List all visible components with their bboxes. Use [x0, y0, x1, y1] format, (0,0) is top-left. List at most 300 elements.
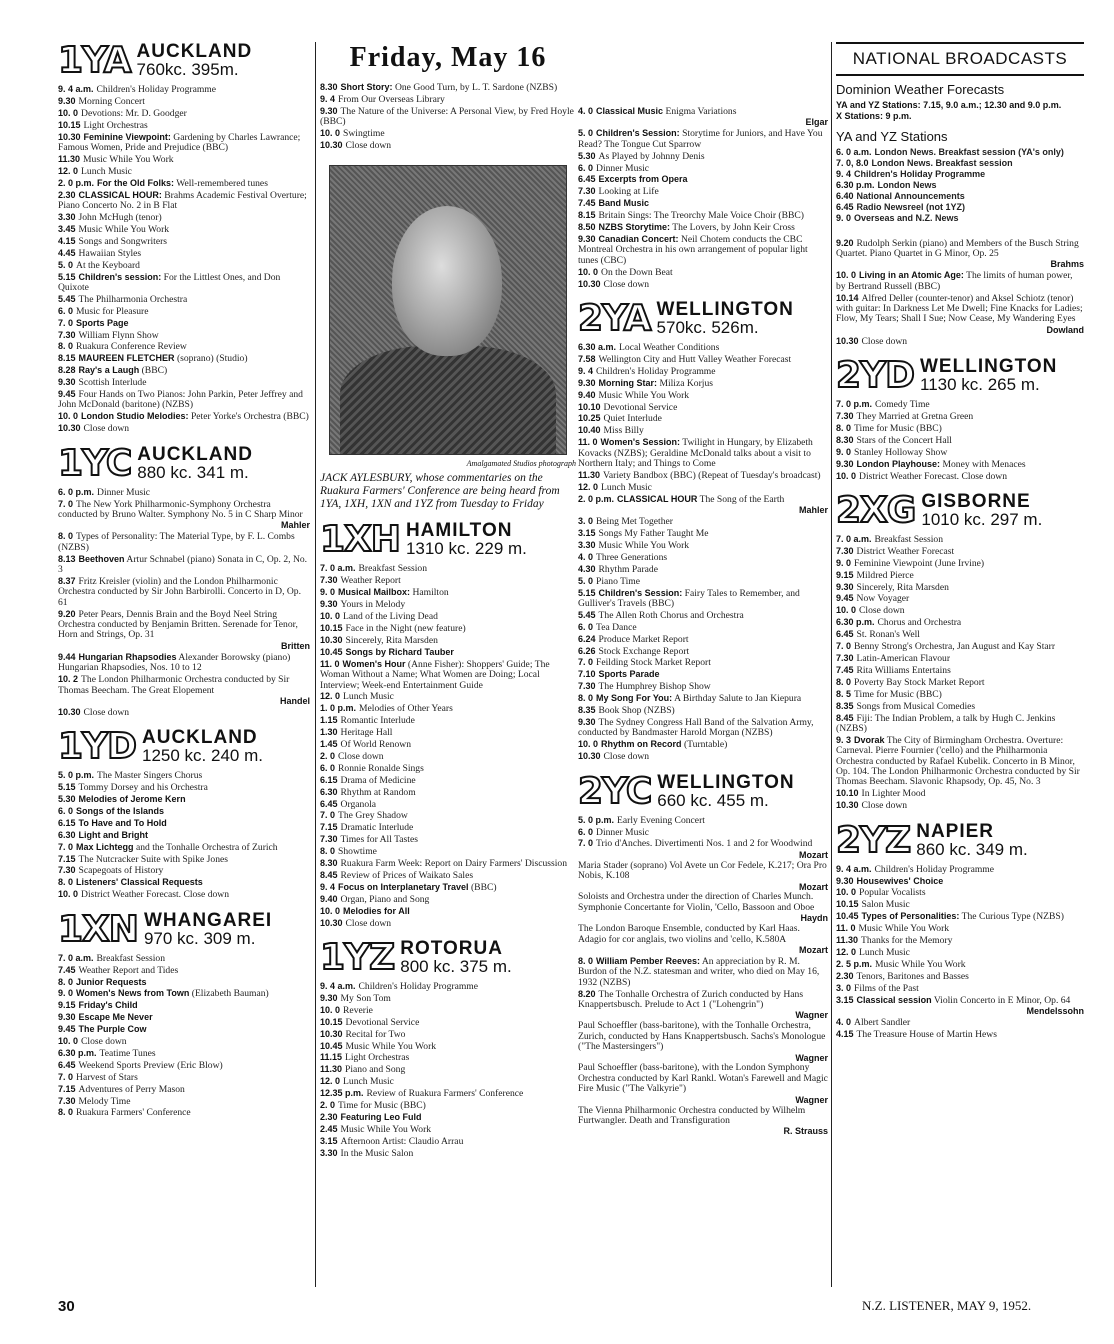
programme-time: 7. 0 [578, 838, 594, 849]
programme-item [578, 634, 828, 645]
programme-title: Music While You Work [340, 1123, 432, 1135]
programme-time: 11.30 [836, 935, 859, 946]
programme-highlight: Band Music [598, 198, 650, 209]
programme-highlight: CLASSICAL HOUR: [78, 189, 162, 200]
programme-title: Close down [338, 750, 384, 762]
station-city: GISBORNE [921, 490, 1031, 512]
programme-time: 7.45 [836, 664, 854, 675]
programme-item [58, 294, 310, 305]
programme-title: Chorus and Orchestra [877, 617, 962, 629]
programme-item [320, 810, 576, 821]
programme-time: 9. 0 [320, 587, 336, 598]
programme-time: 12. 0 [58, 165, 79, 176]
programme-list [58, 487, 310, 719]
programme-title: Music While You Work [78, 223, 170, 235]
programme-item [578, 151, 828, 162]
programme-time: 12. 0 [320, 1076, 341, 1087]
programme-title: London News. Breakfast session [871, 158, 1013, 168]
programme-time: 6.30 [58, 829, 76, 840]
programme-time: 6.45 [836, 629, 854, 640]
programme-time: 9.30 [320, 992, 338, 1003]
programme-item [578, 588, 828, 610]
programme-time: 6.45 [320, 798, 338, 809]
programme-time: 8.13 [58, 553, 76, 564]
programme-item [58, 1048, 310, 1059]
programme-item [58, 1107, 310, 1118]
programme-time: 6. 0 [320, 762, 336, 773]
programme-title: Time for Music (BBC) [854, 422, 942, 434]
programme-item [320, 727, 576, 738]
photo-credit: Amalgamated Studios photograph [466, 459, 576, 469]
programme-item [58, 341, 310, 352]
programme-item [836, 1017, 1084, 1028]
programme-time: 5. 0 [58, 259, 74, 270]
page-number: 30 [58, 1298, 75, 1315]
programme-time: 9.30 [578, 233, 596, 244]
programme-time: 9.40 [320, 893, 338, 904]
programme-item [320, 659, 576, 691]
programme-time: 2. 5 p.m. [836, 958, 873, 969]
programme-time: 6.45 [836, 202, 854, 212]
programme-highlight: My Song For You: [596, 693, 673, 704]
programme-title: Children's Holiday Programme [854, 169, 986, 179]
programme-item [578, 413, 828, 424]
programme-item [578, 989, 828, 1021]
programme-list [578, 342, 828, 763]
programme-time: 9. 4 a.m. [320, 981, 356, 992]
programme-highlight: Living in an Atomic Age: [859, 270, 964, 281]
programme-item [58, 411, 310, 422]
composer: Mahler [280, 520, 310, 531]
programme-title: From Our Overseas Library [338, 93, 445, 105]
station-frequency: 570kc. 526m. [656, 318, 759, 337]
programme-highlight: Beethoven [78, 553, 125, 564]
programme-title: Gardening by Charles Lawrance; Famous Women, Pride and Prejudice (BBC) [58, 131, 301, 154]
programme-item [836, 677, 1084, 688]
programme-title: Peter Pears, Dennis Brain and the Boyd Neel String Orchestra conducted by Benjamin Britten. Serenade for Tenor, Horn and Strings, Op. 31 [58, 608, 298, 641]
programme-item [58, 272, 310, 294]
station-logo: 2YC [578, 770, 652, 812]
programme-item [58, 96, 310, 107]
programme-title: District Weather Forecast. Close down [81, 889, 230, 901]
programme-item [320, 1088, 576, 1099]
programme-time: 9.45 [58, 1024, 76, 1035]
programme-item [578, 210, 828, 221]
programme-title: Mildred Pierce [856, 569, 914, 581]
programme-title: Peter Yorke's Orchestra (BBC) [190, 411, 309, 423]
programme-title: Violin Concerto in E Minor, Op. 64 [933, 994, 1071, 1006]
programme-time: 2. 0 [320, 1100, 336, 1111]
programme-time: 7. 0 [320, 810, 336, 821]
programme-item [578, 576, 828, 587]
programme-item [578, 705, 828, 716]
programme-title: Rhythm Parade [598, 563, 658, 575]
programme-item [836, 713, 1084, 735]
programme-time: 4.45 [58, 247, 76, 258]
programme-item [320, 599, 576, 610]
station-header-2ya [578, 298, 828, 339]
programme-item [58, 554, 310, 576]
programme-title: Tenors, Baritones and Basses [856, 970, 969, 982]
programme-time: 9.44 [58, 651, 76, 662]
programme-title: The limits of human power, by Bertrand Russell (BBC) [836, 270, 1073, 292]
programme-time: 9.30 [320, 105, 338, 116]
programme-title: Showtime [338, 846, 377, 858]
programme-title: Lunch Music [343, 1076, 394, 1088]
programme-time: 6. 0 p.m. [58, 486, 95, 497]
programme-item [578, 751, 828, 762]
programme-title: Overseas and N.Z. News [854, 213, 959, 223]
programme-time: 7.30 [578, 186, 596, 197]
programme-item [58, 353, 310, 364]
programme-list [320, 981, 576, 1159]
programme-item [836, 558, 1084, 569]
programme-title: An appreciation by R. M. Burdon of the N.Z. statesman and writer, who died on May 16, 1932 (NZBS) [578, 955, 820, 988]
programme-item [58, 842, 310, 853]
programme-title: (Turntable) [683, 739, 728, 751]
programme-time: 7. 0 [58, 841, 74, 852]
programme-title: Twilight in Hungary, by Elizabeth Kovacks (NZBS); Geraldine McDonald talks about a visit to Northern Italy; and Things to Come [578, 437, 813, 470]
programme-title: Close down [859, 605, 905, 617]
programme-title: Albert Sandler [854, 1016, 911, 1028]
programme-title: Of World Renown [340, 739, 411, 751]
ya-stations-heading: YA and YZ Stations [836, 129, 948, 144]
programme-item [836, 701, 1084, 712]
programme-time: 9.30 [58, 95, 76, 106]
programme-time: 4. 0 [578, 551, 594, 562]
station-logo: 2YD [836, 355, 914, 397]
composer: Wagner [795, 1094, 828, 1105]
programme-item [320, 870, 576, 881]
programme-title: Piano Time [596, 575, 641, 587]
programme-time: 3. 0 [836, 982, 852, 993]
programme-highlight: Melodies of Jerome Kern [78, 794, 186, 805]
weather-line: X Stations: 9 p.m. [836, 110, 912, 121]
programme-time: 8.15 [578, 210, 596, 221]
programme-title: Latin-American Flavour [856, 652, 951, 664]
national-list [836, 147, 1084, 224]
station-header-2yc [578, 770, 828, 812]
programme-time: 10.30 [320, 140, 343, 151]
programme-time: 10.30 [320, 1028, 343, 1039]
programme-title: Weather Report and Tides [78, 964, 179, 976]
composer: Mahler [798, 505, 828, 516]
composer: Dowland [1046, 324, 1084, 335]
programme-item [578, 669, 828, 680]
programme-item [58, 1084, 310, 1095]
programme-item [320, 918, 576, 929]
programme-item [58, 1000, 310, 1011]
station-header-1yc [58, 442, 310, 484]
programme-item [320, 587, 576, 598]
programme-title: Lunch Music [81, 165, 132, 177]
programme-highlight: Escape Me Never [78, 1012, 153, 1023]
programme-highlight: CLASSICAL HOUR [617, 493, 698, 504]
programme-time: 1.15 [320, 715, 338, 726]
programme-time: 7.45 [578, 198, 596, 209]
programme-time: 11. 0 [836, 923, 856, 934]
programme-item [320, 894, 576, 905]
programme-title: Miliza Korjus [659, 377, 713, 389]
programme-time: 5.30 [578, 150, 596, 161]
programme-highlight: Short Story: [340, 82, 393, 92]
programme-time: 7. 0 [58, 498, 74, 509]
programme-time: 8.30 [320, 82, 338, 92]
programme-time: 10.25 [578, 413, 601, 424]
station-city: WELLINGTON [920, 356, 1058, 378]
programme-title: Artur Schnabel (piano) Sonata in C, Op. 2, No. 3 [58, 553, 308, 576]
programme-item [578, 186, 828, 197]
programme-title: Ruakura Conference Review [76, 341, 187, 353]
programme-time: 10.30 [578, 751, 601, 762]
programme-title: Songs and Songwriters [78, 235, 168, 247]
programme-title: Music for Pleasure [76, 305, 149, 317]
programme-title: Weekend Sports Preview (Eric Blow) [78, 1059, 223, 1071]
programme-item [58, 965, 310, 976]
programme-time: 7.45 [58, 964, 76, 975]
station-header-2yz [836, 819, 1084, 861]
programme-time: 9.15 [58, 1000, 76, 1011]
programme-item [578, 437, 828, 469]
programme-highlight: Types of Personalities: [861, 911, 960, 922]
programme-item [836, 447, 1084, 458]
station-frequency: 1010 kc. 297 m. [921, 509, 1043, 529]
programme-item [578, 222, 828, 233]
programme-title: Benny Strong's Orchestra, Jan August and Kay Starr [854, 641, 1056, 653]
programme-item [58, 609, 310, 652]
programme-time: 8.28 [58, 365, 76, 376]
programme-time: 5. 0 p.m. [578, 814, 615, 825]
programme-item [836, 202, 1084, 213]
programme-item [836, 947, 1084, 958]
programme-title: Dinner Music [97, 486, 151, 498]
programme-item [578, 106, 828, 128]
programme-item [58, 499, 310, 531]
programme-item [58, 212, 310, 223]
station-city: HAMILTON [405, 520, 513, 542]
programme-title: Children's Holiday Programme [358, 981, 479, 993]
programme-item [836, 995, 1084, 1017]
programme-highlight: Friday's Child [78, 1000, 138, 1011]
programme-title: Stock Exchange Report [598, 645, 690, 657]
programme-list [320, 563, 576, 929]
programme-highlight: Listeners' Classical Requests [76, 877, 203, 888]
programme-time: 7.30 [58, 865, 76, 876]
programme-highlight: Morning Star: [598, 377, 658, 388]
programme-time: 9.30 [578, 377, 596, 388]
station-city: ROTORUA [400, 938, 503, 960]
programme-time: 6.45 [578, 174, 596, 185]
programme-title: Music While You Work [598, 389, 690, 401]
programme-item [58, 330, 310, 341]
station-logo: 2XG [836, 489, 916, 531]
programme-highlight: Sports Parade [598, 669, 660, 680]
programme-title: Songs from Musical Comedies [856, 700, 976, 712]
programme-time: 10.45 [320, 1040, 343, 1051]
programme-highlight: MAUREEN FLETCHER [78, 353, 175, 364]
programme-item [578, 128, 828, 150]
programme-item [320, 635, 576, 646]
programme-time: 9.30 [58, 377, 76, 388]
station-logo: 2YZ [836, 819, 911, 861]
programme-item [58, 120, 310, 131]
programme-title: Music While You Work [83, 153, 174, 165]
programme-title: The City of Birmingham Orchestra. Overture: Carneval. Pierre Fournier ('cello) and the Philharmonia Orchestra conducted by Rafael Kubelik. Concerto in B Minor, Op. 104. The London Philharmonic Orchestra conducted by Sir Thomas Beecham. Slavonic Rhapsody, Op. 45, No. 3 [836, 734, 1080, 788]
programme-title: London News. Breakfast session (YA's only) [874, 147, 1064, 157]
programme-title: Four Hands on Two Pianos: John Parkin, Peter Jeffrey and John McDonald (baritone) (NZBS) [58, 389, 303, 411]
programme-time: 7.30 [836, 410, 854, 421]
programme-item [836, 971, 1084, 982]
programme-item [58, 389, 310, 411]
programme-time: 7.15 [58, 853, 76, 864]
programme-time: 8. 5 [836, 688, 852, 699]
programme-time: 2.30 [320, 1112, 338, 1122]
station-frequency: 1250 kc. 240 m. [142, 746, 263, 766]
programme-title: Rhythm at Random [340, 786, 416, 798]
programme-time: 10.15 [58, 119, 81, 130]
programme-item [578, 717, 828, 739]
programme-title: Types of Personality: The Material Type, by F. L. Combs (NZBS) [58, 531, 295, 553]
programme-time: 9.15 [836, 569, 854, 580]
programme-time: 9. 4 [320, 881, 336, 892]
programme-time: 9.30 [320, 599, 338, 610]
station-logo: 1YA [58, 40, 131, 81]
programme-title: Piano and Song [345, 1064, 406, 1076]
programme-title: Money with Menaces [942, 458, 1026, 470]
programme-time: 10. 0 [836, 270, 857, 281]
programme-item [578, 494, 828, 516]
programme-item [836, 735, 1084, 788]
programme-item [836, 629, 1084, 640]
programme-time: 5. 0 [578, 128, 594, 139]
composer: Mozart [799, 849, 828, 860]
programme-time: 7.30 [58, 1095, 76, 1106]
programme-title: At the Keyboard [76, 259, 140, 271]
programme-title: The Song of the Earth [699, 493, 785, 505]
programme-title: In Lighter Mood [861, 788, 926, 800]
programme-item [58, 377, 310, 388]
programme-title: Children's Holiday Programme [874, 863, 995, 875]
programme-time: 4. 0 [578, 106, 594, 116]
programme-item [320, 822, 576, 833]
programme-item [836, 459, 1084, 470]
programme-time: 10. 0 [836, 887, 857, 898]
programme-title: Close down [345, 917, 392, 929]
programme-title: Breakfast Session [358, 563, 428, 575]
programme-item [58, 877, 310, 888]
programme-item [836, 213, 1084, 224]
programme-time: 12. 0 [836, 947, 857, 957]
programme-title: London News [877, 180, 937, 190]
programme-item [58, 953, 310, 964]
programme-item [58, 865, 310, 876]
programme-item [58, 365, 310, 376]
programme-title: Harvest of Stars [76, 1071, 138, 1083]
programme-title: Feilding Stock Market Report [596, 657, 711, 669]
composer: Haydn [800, 913, 828, 924]
programme-title: Morning Concert [78, 95, 145, 107]
programme-item [320, 1148, 576, 1159]
weather-heading: Dominion Weather Forecasts [836, 82, 1005, 97]
programme-title: Trio d'Anches. Divertimenti Nos. 1 and 2 for Woodwind [596, 838, 813, 850]
programme-time: 9.20 [836, 237, 854, 248]
programme-time: 9.20 [58, 608, 76, 619]
programme-title: A Birthday Salute to Jan Kiepura [674, 693, 802, 705]
programme-item [320, 1124, 576, 1135]
programme-title: My Son Tom [340, 992, 391, 1004]
station-header-1yz [320, 937, 576, 979]
column-rule [831, 42, 832, 1287]
programme-time: 8.30 [836, 434, 854, 445]
programme-title: Breakfast Session [96, 952, 166, 964]
programme-highlight: William Pember Reeves: [596, 955, 700, 966]
programme-time: 2. 0 [320, 750, 336, 761]
programme-title: As Played by Johnny Denis [598, 150, 705, 162]
programme-time: 9. 4 [320, 93, 336, 104]
programme-item [58, 84, 310, 95]
programme-item [320, 799, 576, 810]
programme-time: 6.40 [836, 191, 854, 201]
programme-highlight: Women's News from Town [76, 988, 190, 999]
programme-title: Breakfast Session [874, 533, 944, 545]
programme-title: Wellington City and Hutt Valley Weather Forecast [598, 353, 792, 365]
programme-item [320, 775, 576, 786]
programme-highlight: Children's Session: [596, 128, 680, 139]
programme-item [578, 739, 828, 750]
programme-item [578, 564, 828, 575]
programme-time: 10. 0 [320, 128, 341, 139]
programme-title: Films of the Past [854, 982, 919, 994]
programme-time: 6. 0 [58, 305, 74, 316]
programme-title: Afternoon Artist: Claudio Arrau [340, 1135, 464, 1147]
programme-highlight: Classical session [856, 994, 932, 1005]
programme-time: 9.45 [836, 593, 854, 604]
programme-time: 9. 4 a.m. [836, 863, 872, 874]
programme-item [836, 605, 1084, 616]
programme-time: 7. 0 [836, 641, 852, 652]
programme-title: The London Baroque Ensemble, conducted by Karl Haas. Adagio for cor anglais, two violins and 'cello, K.580A [578, 923, 800, 945]
composer: Mozart [799, 945, 828, 955]
programme-item [836, 788, 1084, 799]
programme-time: 4. 0 [836, 1016, 852, 1027]
programme-title: Paul Schoeffler (bass-baritone), with the Tonhalle Orchestra, Zurich, conducted by Hans Knappertsbusch. Sachs's Monologue ("The Mastersingers") [578, 1020, 826, 1053]
programme-time: 8.45 [836, 712, 854, 723]
photo-shoulders [340, 346, 556, 455]
programme-title: Storytime for Juniors, and Have You Read? The Tongue Cut Sparrow [578, 128, 823, 150]
programme-title: In the Music Salon [340, 1147, 414, 1159]
programme-item [578, 342, 828, 353]
programme-item [578, 267, 828, 278]
station-frequency: 760kc. 395m. [136, 60, 239, 79]
programme-title: Time for Music (BBC) [854, 688, 942, 700]
programme-title: Music While You Work [345, 1040, 437, 1052]
programme-list [58, 84, 310, 435]
programme-item [320, 1017, 576, 1028]
programme-time: 11.30 [58, 153, 81, 164]
programme-item [58, 576, 310, 608]
programme-title: (Elizabeth Bauman) [191, 988, 269, 1000]
programme-time: 10. 0 [320, 1004, 341, 1015]
programme-list [58, 770, 310, 900]
programme-item [320, 575, 576, 586]
programme-time: 7. 0, 8.0 [836, 158, 869, 168]
programme-title: Land of the Living Dead [343, 611, 438, 623]
programme-item [836, 158, 1084, 169]
programme-time: 10. 0 [578, 266, 599, 277]
programme-list [578, 106, 828, 290]
programme-time: 10.15 [320, 622, 343, 633]
programme-title: The Sydney Congress Hall Band of the Salvation Army, conducted by Bandmaster Harold Morgan (NZBS) [578, 717, 814, 739]
